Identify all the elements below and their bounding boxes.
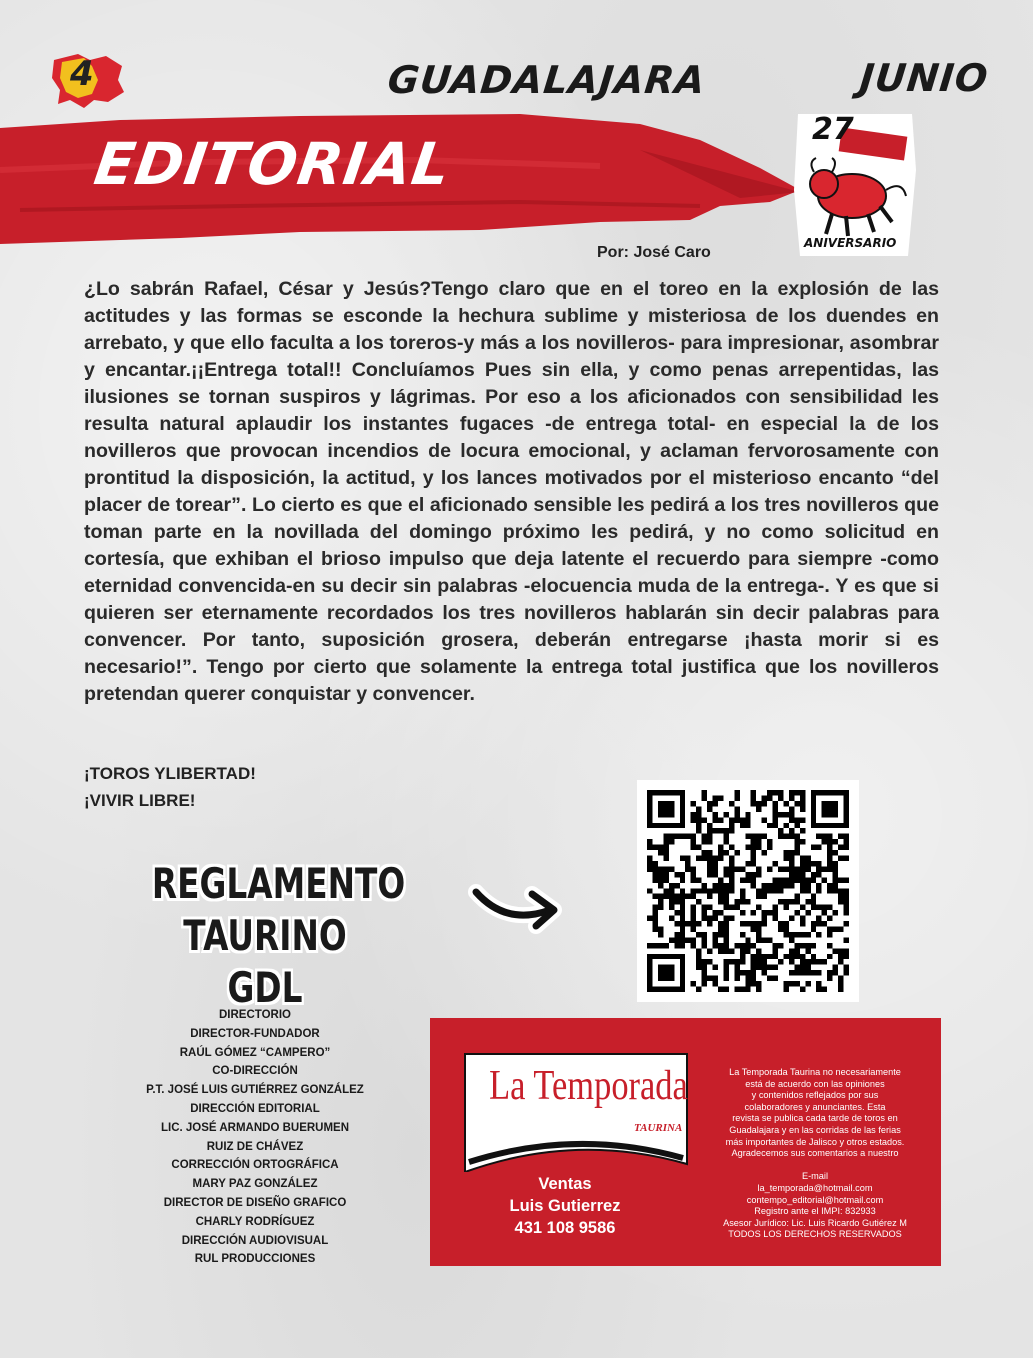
slogan-vivir: ¡VIVIR LIBRE! — [84, 791, 196, 810]
section-title: EDITORIAL — [90, 130, 456, 198]
anniversary-number: 27 — [812, 112, 854, 147]
logo-name: La Temporada — [489, 1063, 688, 1109]
directory-line: DIRECTORIO — [219, 1009, 291, 1021]
directory-line: LIC. JOSÉ ARMANDO BUERUMEN — [160, 1121, 350, 1134]
ventas-name: Luis Gutierrez — [509, 1197, 621, 1215]
disclaimer-line: y contenidos reflejados por sus — [751, 1090, 879, 1101]
reglamento-line-1: REGLAMENTO — [151, 859, 406, 908]
disclaimer-line: colaboradores y anunciantes. Esta — [744, 1101, 886, 1112]
directory-line: MARY PAZ GONZÁLEZ — [192, 1178, 318, 1191]
reglamento-heading — [151, 858, 406, 1014]
directory-line: CO-DIRECCIÓN — [212, 1065, 298, 1078]
ventas-label: Ventas — [538, 1175, 592, 1193]
byline: Por: José Caro — [597, 244, 711, 261]
directory-line: DIRECCIÓN AUDIOVISUAL — [181, 1234, 329, 1247]
logo-sub: TAURINA — [634, 1122, 683, 1134]
directory-line: RAÚL GÓMEZ “CAMPERO” — [179, 1046, 331, 1059]
ventas-block — [480, 1173, 650, 1239]
disclaimer-line: más importantes de Jalisco y otros estados. — [725, 1136, 905, 1147]
directory-line: CHARLY RODRÍGUEZ — [195, 1215, 315, 1228]
disclaimer-line: Asesor Jurídico: Lic. Luis Ricardo Gutiérez M — [723, 1217, 907, 1228]
disclaimer-line: La Temporada Taurina no necesariamente — [729, 1067, 901, 1077]
disclaimer-line: está de acuerdo con las opiniones — [745, 1078, 885, 1089]
directory-line: DIRECTOR DE DISEÑO GRAFICO — [163, 1196, 347, 1209]
disclaimer-line: la_temporada@hotmail.com — [757, 1182, 873, 1193]
disclaimer-line: Agradecemos sus comentarios a nuestro — [731, 1148, 899, 1159]
directory-line: CORRECCIÓN ORTOGRÁFICA — [171, 1159, 339, 1172]
header-month: JUNIO — [857, 56, 991, 100]
directory-line: DIRECCIÓN EDITORIAL — [190, 1102, 320, 1115]
disclaimer-line: revista se publica cada tarde de toros en — [732, 1113, 898, 1124]
disclaimer-line — [700, 1160, 930, 1172]
directory-list — [120, 1006, 390, 1269]
directory-line: RUIZ DE CHÁVEZ — [206, 1140, 304, 1153]
disclaimer-block — [700, 1067, 930, 1241]
disclaimer-line: TODOS LOS DERECHOS RESERVADOS — [728, 1229, 902, 1240]
article-body: ¿Lo sabrán Rafael, César y Jesús?Tengo claro que en el toreo en la explosión de las actitudes y las formas se esconde la hechura sublime y misteriosa de los duendes en arrebato, y que ello faculta a los toreros-y más a los novilleros- para impresionar, asombrar y encantar.¡¡Entrega total!! Concluíamos Pues sin ella, y como penas arrepentidas, las ilusiones se tornan suspiros y lágrimas. Por eso a los aficionados con sensibilidad les resulta natural aplaudir los instantes fugaces -de entrega total- en especial la de los novilleros que provocan incendios de locura emocional, y aclaman fervorosamente con prontitud la disposición, la actitud, y los lances motivados por el misterioso encanto “del placer de torear”. Lo cierto es que el aficionado sensible les pedirá a los tres novilleros que toman parte en la novillada del domingo próximo les pedirá, y no como solicitud en cortesía, que exhiban el brioso impulso que deja latente el recuerdo para siempre -como eternidad convencida-en su decir sin palabras -elocuencia muda de la entrega-. Y es que si quieren ser eternamente recordados los tres novilleros hablarán sin decir palabras para convencer. Por tanto, suposición grosera, deberán entregarse ¡hasta morir si es necesario!”. Tengo por cierto que solamente la entrega total justifica que los novilleros pretendan querer conquistar y convencer. — [84, 278, 939, 705]
arrow-right-icon — [466, 870, 566, 940]
qr-code-icon[interactable] — [647, 790, 849, 992]
disclaimer-line: Guadalajara y en las corridas de las ferias — [729, 1124, 901, 1135]
disclaimer-line: contempo_editorial@hotmail.com — [746, 1194, 884, 1205]
ventas-phone: 431 108 9586 — [514, 1219, 616, 1237]
reglamento-line-2: TAURINO GDL — [183, 911, 347, 1012]
anniversary-label: ANIVERSARIO — [804, 236, 897, 250]
page-number: 4 — [70, 54, 94, 94]
slogan-toros: ¡TOROS YLIBERTAD! — [84, 764, 256, 783]
directory-line: P.T. JOSÉ LUIS GUTIÉRREZ GONZÁLEZ — [146, 1084, 364, 1097]
directory-line: RUL PRODUCCIONES — [194, 1253, 316, 1266]
directory-line: DIRECTOR-FUNDADOR — [190, 1027, 320, 1040]
header-city: GUADALAJARA — [385, 58, 708, 102]
disclaimer-line: Registro ante el IMPI: 832933 — [754, 1206, 876, 1217]
disclaimer-line: E-mail — [801, 1171, 829, 1182]
